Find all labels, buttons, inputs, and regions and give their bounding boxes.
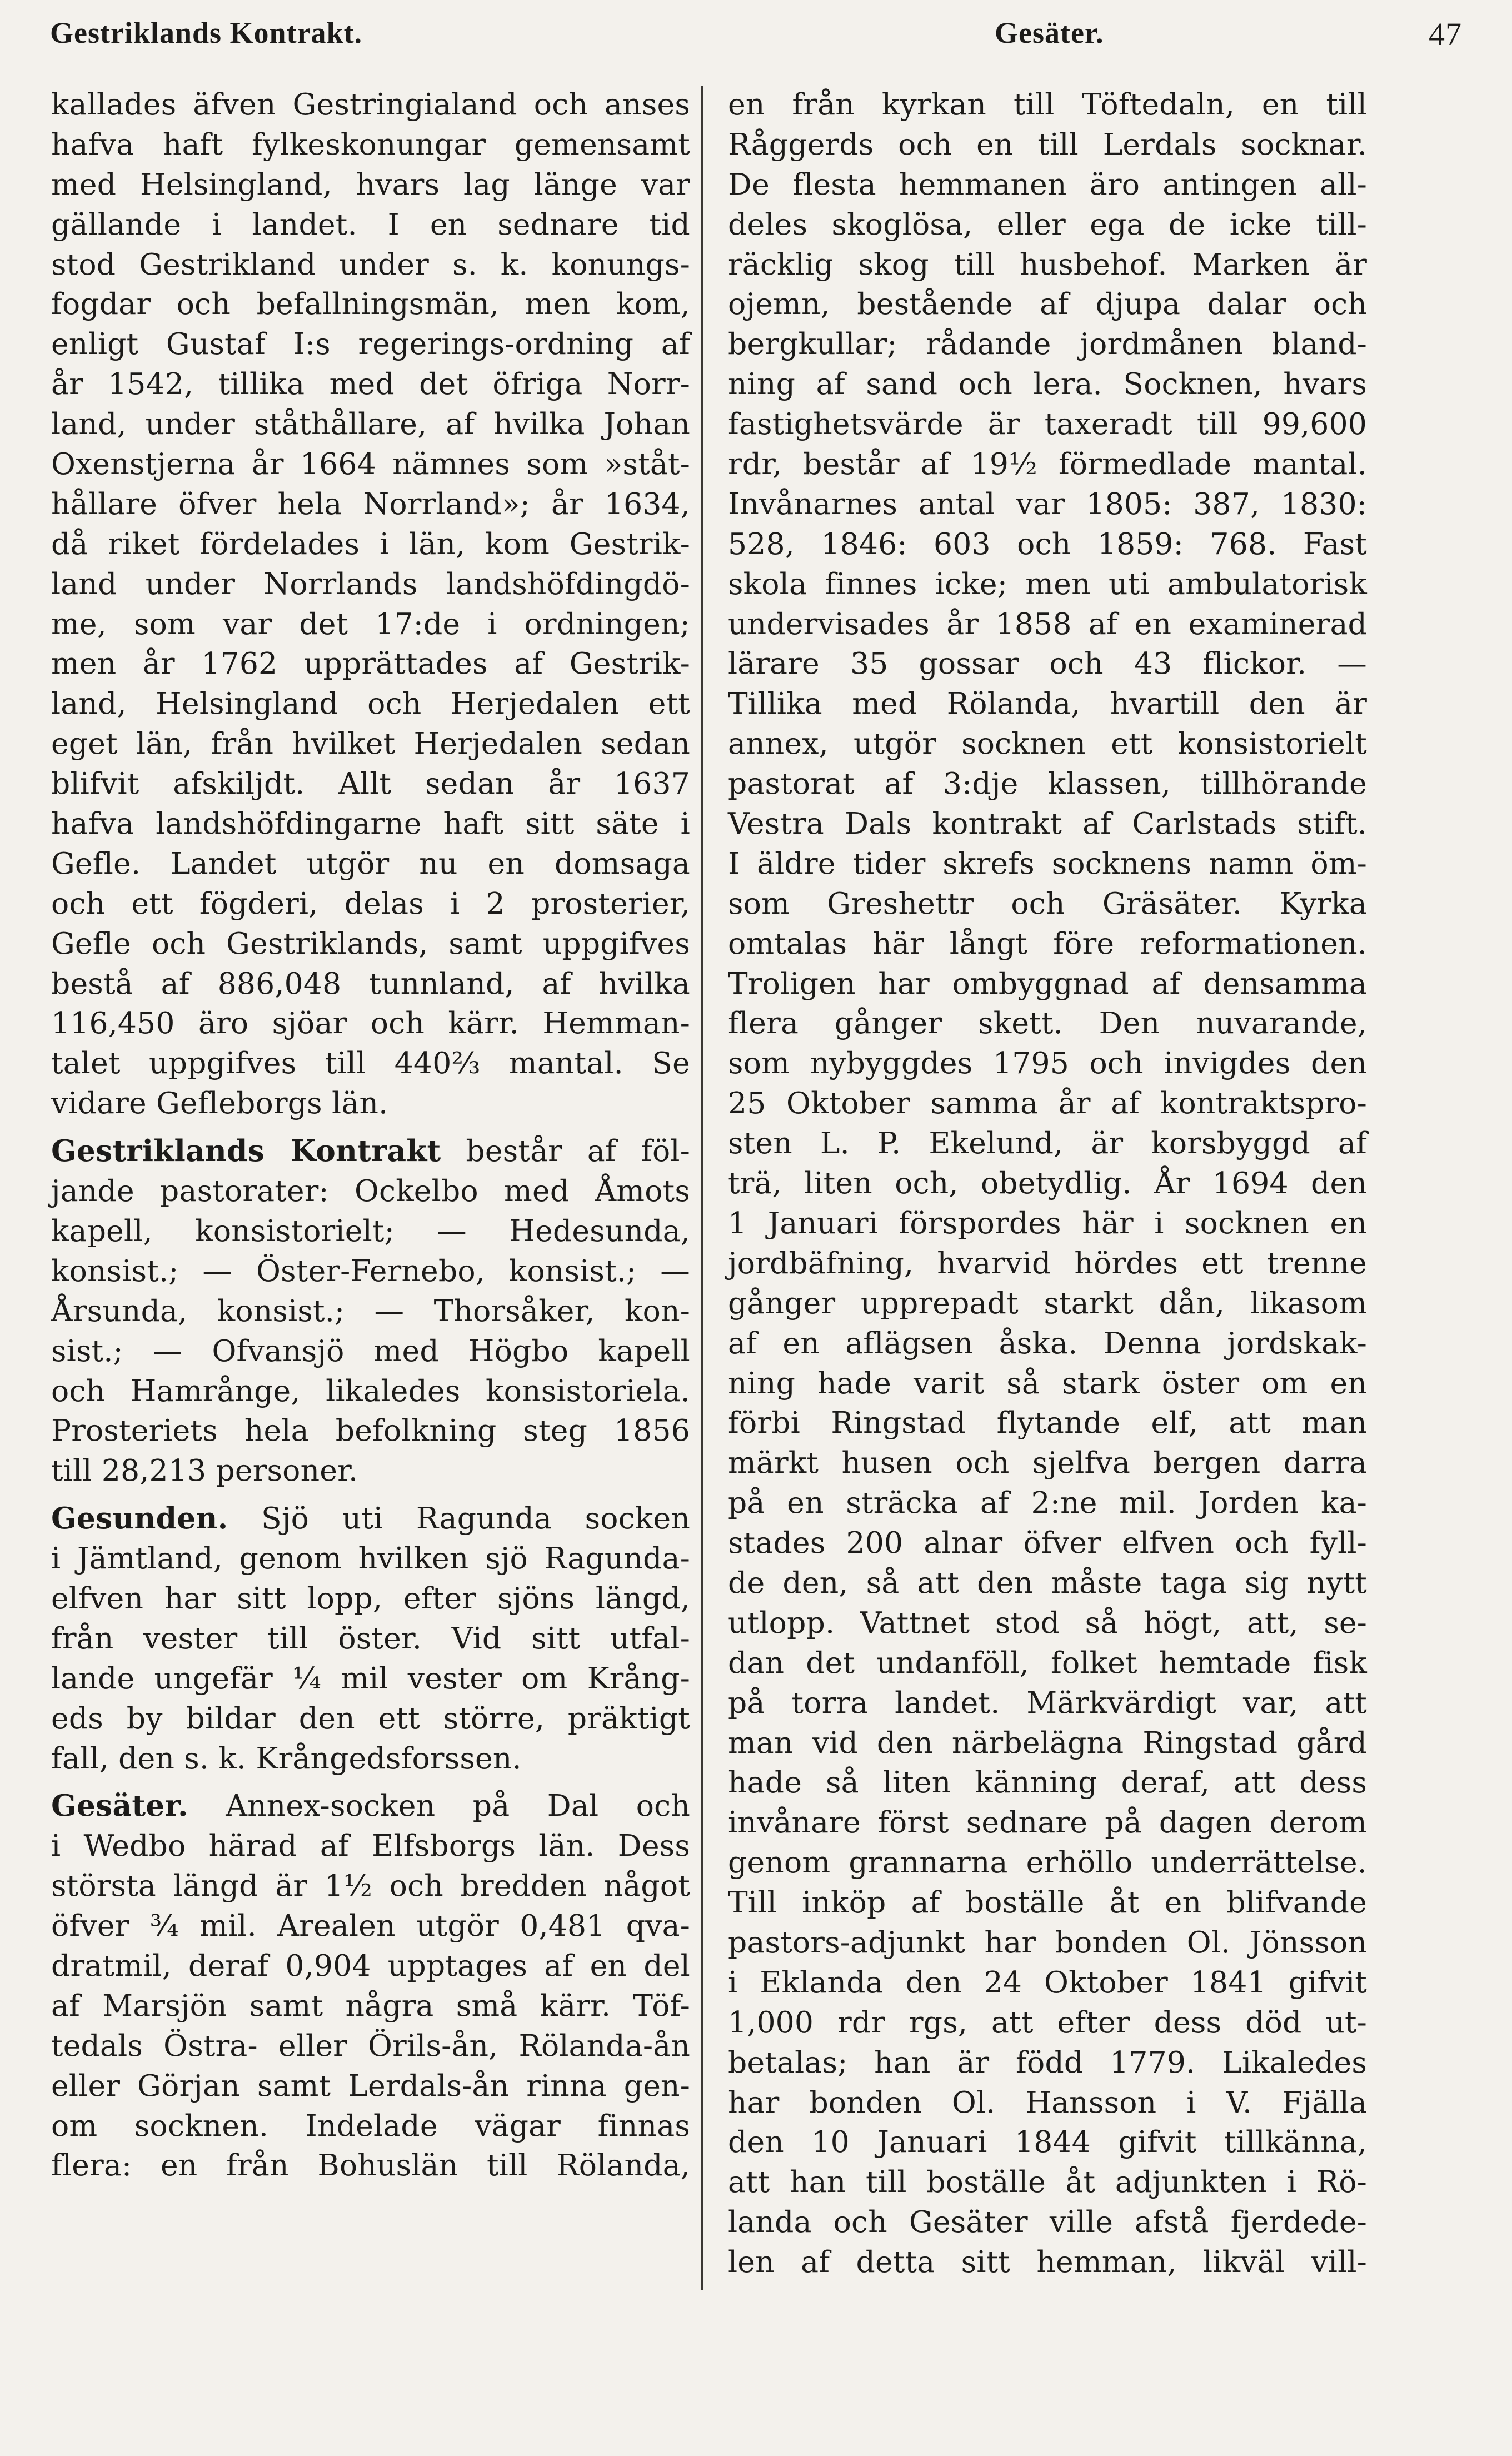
text-line xyxy=(51,364,690,404)
text-line xyxy=(728,404,1367,444)
text-line xyxy=(51,1826,690,1866)
line-text: af Marsjön samt några små kärr. Töf- xyxy=(51,1987,690,2023)
line-text: år 1542, tillika med det öfriga Norr- xyxy=(51,366,690,402)
line-text: en från kyrkan till Töftedaln, en till xyxy=(728,87,1367,122)
text-line xyxy=(51,484,690,524)
line-text: ning hade varit så stark öster om en xyxy=(728,1365,1367,1401)
line-text: bergkullar; rådande jordmånen bland- xyxy=(728,326,1367,362)
text-line xyxy=(728,205,1367,245)
text-line xyxy=(51,884,690,924)
text-line xyxy=(728,484,1367,524)
line-text: deles skoglösa, eller ega de icke till- xyxy=(728,206,1367,242)
line-text: Sjö uti Ragunda socken xyxy=(228,1501,690,1536)
line-text: talet uppgifves till 440⅔ mantal. Se xyxy=(51,1045,690,1081)
line-text: Tillika med Rölanda, hvartill den är xyxy=(728,686,1367,721)
text-line xyxy=(728,444,1367,484)
text-line xyxy=(51,1738,690,1779)
line-text: flera gånger skett. Den nuvarande, xyxy=(728,1005,1367,1041)
line-text: fastighetsvärde är taxeradt till 99,600 xyxy=(728,406,1367,442)
entry-heading: Gestriklands Kontrakt xyxy=(51,1133,441,1169)
text-line xyxy=(51,964,690,1004)
line-text: 1,000 rdr rgs, att efter dess död ut- xyxy=(728,2004,1367,2040)
line-text: vidare Gefleborgs län. xyxy=(51,1085,388,1121)
text-line xyxy=(728,1882,1367,1922)
text-line xyxy=(51,1451,690,1491)
line-text: undervisades år 1858 af en examinerad xyxy=(728,606,1367,641)
text-line xyxy=(51,524,690,564)
line-text: Annex-socken på Dal och xyxy=(188,1788,690,1824)
text-line xyxy=(728,684,1367,724)
line-text: rdr, består af 19½ förmedlade mantal. xyxy=(728,446,1367,482)
line-text: man vid den närbelägna Ringstad gård xyxy=(728,1725,1367,1760)
text-line xyxy=(728,1483,1367,1523)
line-text: eds by bildar den ett större, präktigt xyxy=(51,1700,690,1736)
text-line xyxy=(51,804,690,844)
line-text: 528, 1846: 603 och 1859: 768. Fast xyxy=(728,526,1367,561)
text-line xyxy=(51,1003,690,1043)
text-line xyxy=(728,124,1367,165)
line-text: De flesta hemmanen äro antingen all- xyxy=(728,166,1367,202)
text-line xyxy=(51,2145,690,2185)
text-line xyxy=(728,1203,1367,1243)
text-line xyxy=(51,1371,690,1411)
line-text: Vestra Dals kontrakt af Carlstads stift. xyxy=(728,806,1367,841)
line-text: fall, den s. k. Krångedsforssen. xyxy=(51,1740,522,1776)
line-text: utlopp. Vattnet stod så högt, att, se- xyxy=(728,1605,1367,1640)
line-text: Till inköp af boställe åt en blifvande xyxy=(728,1885,1367,1920)
text-line xyxy=(51,1083,690,1123)
text-line xyxy=(728,1243,1367,1283)
text-line xyxy=(51,764,690,804)
line-text: och Hamrånge, likaledes konsistoriela. xyxy=(51,1373,690,1408)
text-line xyxy=(51,124,690,165)
text-line xyxy=(728,1523,1367,1563)
text-line xyxy=(51,205,690,245)
line-text: Gefle och Gestriklands, samt uppgifves xyxy=(51,925,690,961)
line-text: i Eklanda den 24 Oktober 1841 gifvit xyxy=(728,1964,1367,2000)
line-text: eget län, från hvilket Herjedalen sedan xyxy=(51,726,690,761)
line-text: Gefle. Landet utgör nu en domsaga xyxy=(51,845,690,881)
text-line xyxy=(728,364,1367,404)
text-line xyxy=(728,1043,1367,1083)
text-line xyxy=(728,1083,1367,1123)
right-column xyxy=(728,84,1367,2282)
text-line xyxy=(728,2242,1367,2282)
text-line xyxy=(728,884,1367,924)
line-text: Oxenstjerna år 1664 nämnes som »ståt- xyxy=(51,446,690,482)
text-line xyxy=(728,924,1367,964)
text-line xyxy=(51,924,690,964)
text-line xyxy=(51,2106,690,2146)
line-text: tedals Östra- eller Örils-ån, Rölanda-ån xyxy=(51,2027,690,2063)
line-text: len af detta sitt hemman, likväl vill- xyxy=(728,2244,1367,2280)
text-line xyxy=(728,324,1367,364)
line-text: me, som var det 17:de i ordningen; xyxy=(51,606,690,641)
line-text: har bonden Ol. Hansson i V. Fjälla xyxy=(728,2084,1367,2120)
entry-heading: Gesunden. xyxy=(51,1501,228,1536)
text-line xyxy=(728,1283,1367,1323)
text-line xyxy=(728,1723,1367,1763)
line-text: till 28,213 personer. xyxy=(51,1453,358,1488)
text-line xyxy=(51,844,690,884)
line-text: att han till boställe åt adjunkten i Rö- xyxy=(728,2164,1367,2200)
line-text: på en sträcka af 2:ne mil. Jorden ka- xyxy=(728,1485,1367,1521)
line-text: flera: en från Bohuslän till Rölanda, xyxy=(51,2148,690,2183)
text-line xyxy=(728,1643,1367,1683)
text-line xyxy=(728,2162,1367,2202)
text-line xyxy=(51,84,690,124)
text-line xyxy=(51,724,690,764)
text-line xyxy=(51,1291,690,1331)
line-text: räcklig skog till husbehof. Marken är xyxy=(728,246,1367,282)
line-text: på torra landet. Märkvärdigt var, att xyxy=(728,1685,1367,1720)
text-line xyxy=(728,284,1367,324)
line-text: skola finnes icke; men uti ambulatorisk xyxy=(728,566,1367,601)
page-number: 47 xyxy=(1429,16,1462,52)
text-line xyxy=(51,564,690,604)
text-line xyxy=(51,284,690,324)
line-text: 25 Oktober samma år af kontraktspro- xyxy=(728,1085,1367,1121)
text-line xyxy=(728,764,1367,804)
line-text: de den, så att den måste taga sig nytt xyxy=(728,1565,1367,1600)
line-text: kapell, konsistorielt; — Hedesunda, xyxy=(51,1213,690,1248)
text-line xyxy=(728,2122,1367,2162)
line-text: af en aflägsen åska. Denna jordskak- xyxy=(728,1325,1367,1361)
line-text: sten L. P. Ekelund, är korsbyggd af xyxy=(728,1125,1367,1161)
line-text: trä, liten och, obetydlig. År 1694 den xyxy=(728,1165,1367,1201)
text-line xyxy=(728,165,1367,205)
line-text: i Jämtland, genom hvilken sjö Ragunda- xyxy=(51,1541,690,1576)
text-line xyxy=(728,1603,1367,1643)
text-line xyxy=(728,644,1367,684)
text-line xyxy=(51,165,690,205)
text-line xyxy=(51,1986,690,2026)
line-text: fogdar och befallningsmän, men kom, xyxy=(51,286,690,322)
line-text: i Wedbo härad af Elfsborgs län. Dess xyxy=(51,1828,690,1864)
line-text: pastorat af 3:dje klassen, tillhörande xyxy=(728,766,1367,801)
line-text: hållare öfver hela Norrland»; år 1634, xyxy=(51,486,690,521)
line-text: blifvit afskiljdt. Allt sedan år 1637 xyxy=(51,766,690,801)
line-text: största längd är 1½ och bredden något xyxy=(51,1868,690,1904)
text-line xyxy=(728,844,1367,884)
line-text: men år 1762 upprättades af Gestrik- xyxy=(51,646,690,681)
text-line xyxy=(728,1003,1367,1043)
header-left-title: Gestriklands Kontrakt. xyxy=(50,16,363,49)
text-line xyxy=(728,964,1367,1004)
line-text: I äldre tider skrefs socknens namn öm- xyxy=(728,845,1367,881)
line-text: pastors-adjunkt har bonden Ol. Jönsson xyxy=(728,1924,1367,1960)
line-text: jordbäfning, hvarvid hördes ett trenne xyxy=(728,1245,1367,1281)
text-line xyxy=(728,84,1367,124)
text-line xyxy=(728,1363,1367,1403)
line-text: då riket fördelades i län, kom Gestrik- xyxy=(51,526,690,561)
line-text: betalas; han är född 1779. Likaledes xyxy=(728,2044,1367,2080)
text-line xyxy=(728,524,1367,564)
line-text: Årsunda, konsist.; — Thorsåker, kon- xyxy=(51,1293,690,1328)
text-line xyxy=(728,2042,1367,2083)
text-line xyxy=(51,1498,690,1538)
line-text: lande ungefär ¼ mil vester om Krång- xyxy=(51,1660,690,1696)
text-line xyxy=(728,245,1367,285)
line-text: omtalas här långt före reformationen. xyxy=(728,925,1367,961)
text-line xyxy=(51,1211,690,1251)
line-text: om socknen. Indelade vägar finnas xyxy=(51,2108,690,2143)
running-head xyxy=(44,16,1462,60)
line-text: lärare 35 gossar och 43 flickor. — xyxy=(728,646,1367,681)
line-text: förbi Ringstad flytande elf, att man xyxy=(728,1405,1367,1441)
line-text: och ett fögderi, delas i 2 prosterier, xyxy=(51,885,690,921)
line-text: gällande i landet. I en sednare tid xyxy=(51,206,690,242)
line-text: Troligen har ombyggnad af densamma xyxy=(728,965,1367,1001)
line-text: Invånarnes antal var 1805: 387, 1830: xyxy=(728,486,1367,521)
text-line xyxy=(728,1163,1367,1203)
line-text: ning af sand och lera. Socknen, hvars xyxy=(728,366,1367,402)
text-line xyxy=(51,1786,690,1826)
text-line xyxy=(728,564,1367,604)
line-text: hade så liten känning deraf, att dess xyxy=(728,1765,1367,1800)
text-line xyxy=(728,1123,1367,1163)
line-text: land, under ståthållare, af hvilka Johan xyxy=(51,406,690,442)
text-line xyxy=(51,1658,690,1698)
text-line xyxy=(51,1866,690,1906)
line-text: 116,450 äro sjöar och kärr. Hemman- xyxy=(51,1005,690,1041)
text-line xyxy=(51,1578,690,1618)
line-text: öfver ¾ mil. Arealen utgör 0,481 qva- xyxy=(51,1908,690,1944)
text-line xyxy=(51,1946,690,1986)
text-line xyxy=(51,1698,690,1738)
text-line xyxy=(51,644,690,684)
text-line xyxy=(51,2026,690,2066)
text-line xyxy=(728,804,1367,844)
text-line xyxy=(728,1403,1367,1443)
text-line xyxy=(51,1131,690,1171)
text-line xyxy=(728,724,1367,764)
column-divider xyxy=(701,86,703,2290)
text-line xyxy=(728,1962,1367,2002)
line-text: märkt husen och sjelfva bergen darra xyxy=(728,1445,1367,1481)
text-line xyxy=(51,1331,690,1371)
line-text: med Helsingland, hvars lag länge var xyxy=(51,166,690,202)
text-line xyxy=(51,444,690,484)
text-line xyxy=(728,1323,1367,1363)
line-text: invånare först sednare på dagen derom xyxy=(728,1805,1367,1840)
line-text: enligt Gustaf I:s regerings-ordning af xyxy=(51,326,690,362)
line-text: ojemn, bestående af djupa dalar och xyxy=(728,286,1367,322)
line-text: består af föl- xyxy=(441,1133,691,1169)
line-text: Prosteriets hela befolkning steg 1856 xyxy=(51,1413,690,1448)
text-line xyxy=(51,1251,690,1291)
text-line xyxy=(51,324,690,364)
left-column xyxy=(51,84,690,2185)
line-text: genom grannarna erhöllo underrättelse. xyxy=(728,1845,1367,1880)
line-text: dan det undanföll, folket hemtade fisk xyxy=(728,1645,1367,1680)
text-line xyxy=(728,604,1367,644)
line-text: elfven har sitt lopp, efter sjöns längd, xyxy=(51,1580,690,1616)
text-line xyxy=(728,1683,1367,1723)
text-line xyxy=(728,1922,1367,1962)
text-line xyxy=(51,1171,690,1211)
text-line xyxy=(51,1411,690,1451)
header-center-title: Gesäter. xyxy=(995,16,1104,49)
text-line xyxy=(728,2202,1367,2242)
line-text: 1 Januari förspordes här i socknen en xyxy=(728,1205,1367,1241)
text-line xyxy=(728,1842,1367,1882)
line-text: Råggerds och en till Lerdals socknar. xyxy=(728,126,1367,162)
text-line xyxy=(728,1443,1367,1483)
line-text: bestå af 886,048 tunnland, af hvilka xyxy=(51,965,690,1001)
entry-heading: Gesäter. xyxy=(51,1788,188,1824)
text-line xyxy=(51,1618,690,1658)
line-text: jande pastorater: Ockelbo med Åmots xyxy=(51,1173,690,1209)
text-line xyxy=(51,1043,690,1083)
text-line xyxy=(51,2066,690,2106)
text-line xyxy=(728,2002,1367,2042)
line-text: stod Gestrikland under s. k. konungs- xyxy=(51,246,690,282)
line-text: hafva landshöfdingarne haft sitt säte i xyxy=(51,806,690,841)
text-line xyxy=(728,2083,1367,2123)
line-text: land, Helsingland och Herjedalen ett xyxy=(51,686,690,721)
text-line xyxy=(51,245,690,285)
text-line xyxy=(728,1802,1367,1842)
text-line xyxy=(728,1563,1367,1603)
text-line xyxy=(51,404,690,444)
text-line xyxy=(728,1762,1367,1802)
line-text: kallades äfven Gestringialand och anses xyxy=(51,87,690,122)
line-text: som Greshettr och Gräsäter. Kyrka xyxy=(728,885,1367,921)
text-line xyxy=(51,684,690,724)
text-line xyxy=(51,604,690,644)
line-text: eller Görjan samt Lerdals-ån rinna gen- xyxy=(51,2068,690,2103)
text-line xyxy=(51,1538,690,1578)
line-text: den 10 Januari 1844 gifvit tillkänna, xyxy=(728,2124,1367,2160)
line-text: landa och Gesäter ville afstå fjerdede- xyxy=(728,2204,1367,2240)
line-text: stades 200 alnar öfver elfven och fyll- xyxy=(728,1525,1367,1561)
line-text: land under Norrlands landshöfdingdö- xyxy=(51,566,690,601)
line-text: hafva haft fylkeskonungar gemensamt xyxy=(51,126,690,162)
text-line xyxy=(51,1906,690,1946)
line-text: gånger upprepadt starkt dån, likasom xyxy=(728,1285,1367,1321)
line-text: dratmil, deraf 0,904 upptages af en del xyxy=(51,1947,690,1983)
line-text: som nybyggdes 1795 och invigdes den xyxy=(728,1045,1367,1081)
line-text: konsist.; — Öster-Fernebo, konsist.; — xyxy=(51,1253,690,1288)
line-text: från vester till öster. Vid sitt utfal- xyxy=(51,1620,690,1656)
line-text: sist.; — Ofvansjö med Högbo kapell xyxy=(51,1333,690,1368)
line-text: annex, utgör socknen ett konsistorielt xyxy=(728,726,1367,761)
